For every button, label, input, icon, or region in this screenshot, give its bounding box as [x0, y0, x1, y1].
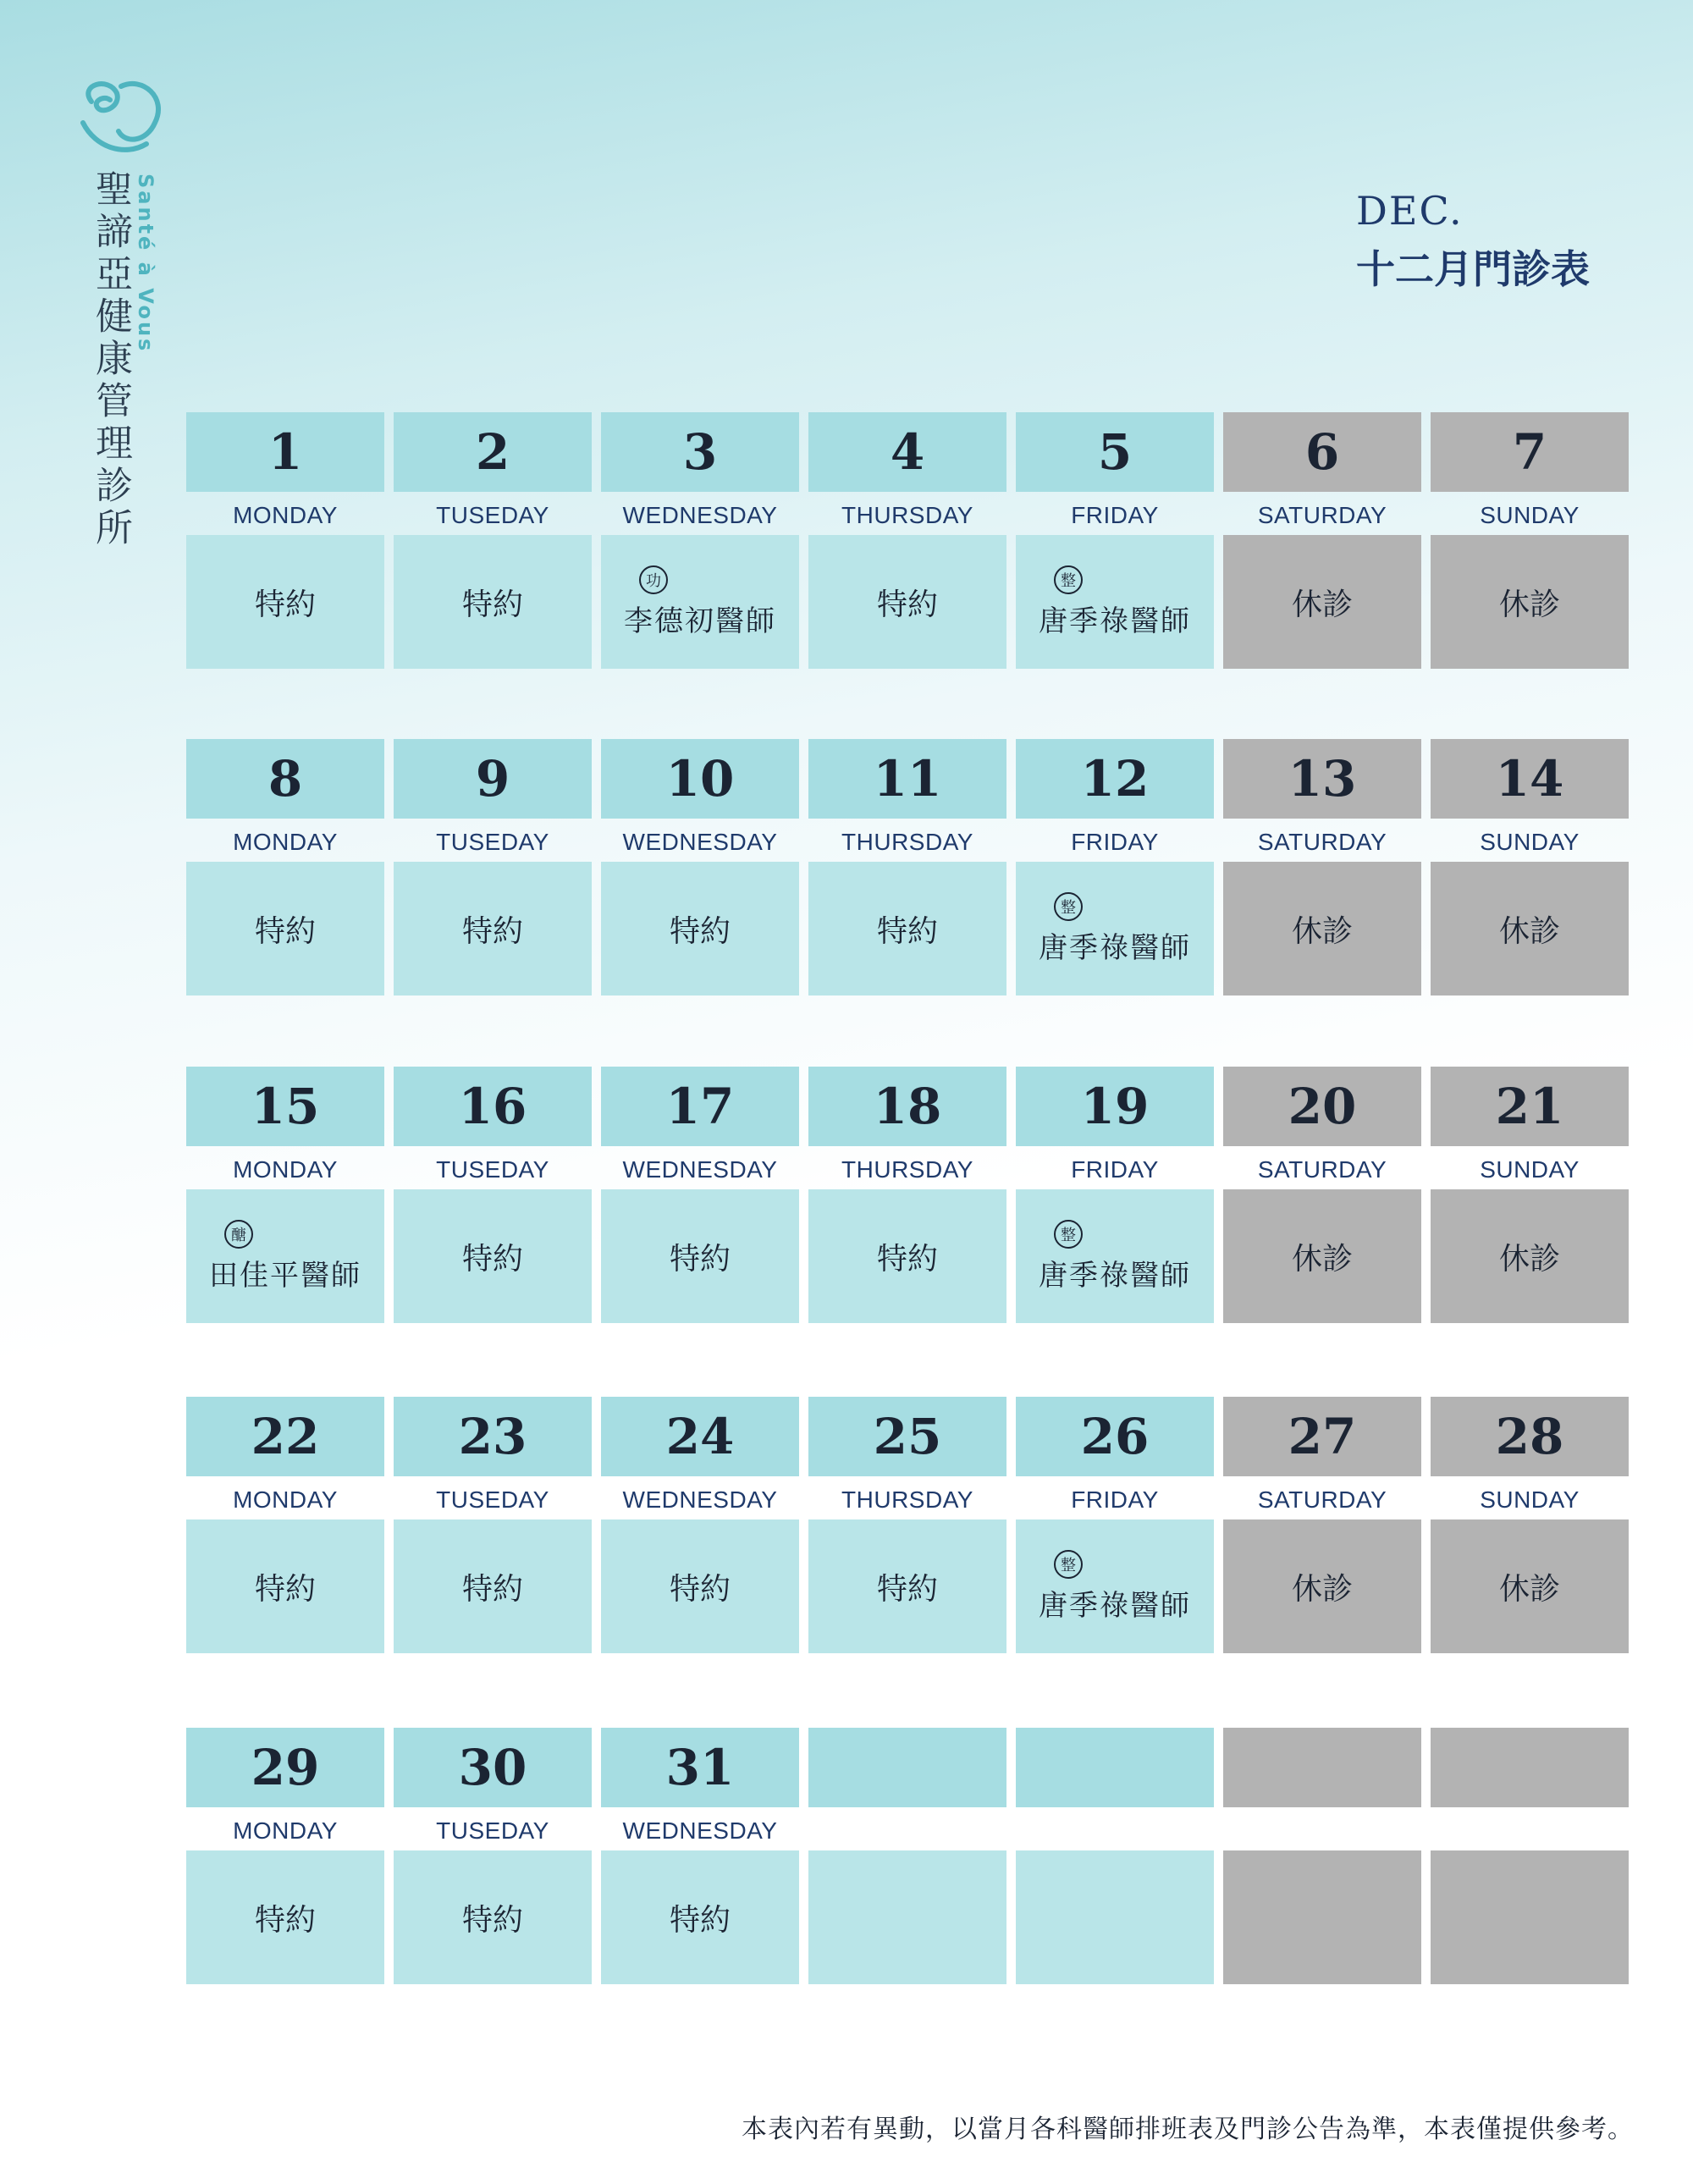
- day-cell-body: [186, 862, 384, 995]
- day-cell-date: 11: [808, 739, 1006, 819]
- specialty-badge: 整: [1054, 1220, 1083, 1249]
- doctor-name: 唐季祿醫師: [1039, 930, 1191, 965]
- day-name: [1016, 1816, 1214, 1846]
- day-cell-body: [1016, 1189, 1214, 1323]
- day-cell-body: [1016, 862, 1214, 995]
- clinic-status-label: 特約: [876, 913, 938, 949]
- day-cell-body: [1223, 535, 1421, 669]
- day-cell-date: 22: [186, 1397, 384, 1476]
- day-cell-body: [1431, 1519, 1629, 1653]
- clinic-status-label: 特約: [461, 587, 523, 622]
- closed-label: 休診: [1498, 587, 1560, 622]
- doctor-entry: [1039, 565, 1191, 639]
- doctor-entry: [1039, 1220, 1191, 1293]
- day-cell-date: 20: [1223, 1067, 1421, 1146]
- doctor-entry: [1039, 892, 1191, 966]
- day-cell-body: [1431, 535, 1629, 669]
- day-name: SATURDAY: [1257, 502, 1387, 528]
- day-cell-date: 15: [186, 1067, 384, 1146]
- day-cell-body: [1223, 1189, 1421, 1323]
- clinic-status-label: 特約: [669, 913, 731, 949]
- day-name: WEDNESDAY: [622, 1817, 778, 1844]
- day-cell-date: [1016, 1728, 1214, 1807]
- day-name: MONDAY: [233, 502, 338, 528]
- day-cell-body: [601, 535, 799, 669]
- day-name: THURSDAY: [841, 1156, 973, 1183]
- day-cell-date: 23: [394, 1397, 592, 1476]
- day-cell-date: 2: [394, 412, 592, 492]
- brand-name-cn: 聖諦亞健康管理診所: [89, 169, 132, 550]
- closed-label: 休診: [1291, 587, 1353, 622]
- day-name: [1431, 1816, 1629, 1846]
- day-cell-date: 7: [1431, 412, 1629, 492]
- day-cell-date: 25: [808, 1397, 1006, 1476]
- day-cell-date: 24: [601, 1397, 799, 1476]
- day-cell-date: 13: [1223, 739, 1421, 819]
- day-cell-body: [394, 1519, 592, 1653]
- brand-name-fr: Santé à Vous: [134, 174, 157, 354]
- clinic-status-label: 特約: [669, 1571, 731, 1607]
- day-cell-date: 12: [1016, 739, 1214, 819]
- closed-label: 休診: [1498, 913, 1560, 949]
- day-cell-body: [601, 862, 799, 995]
- day-name: TUSEDAY: [436, 1817, 549, 1844]
- clinic-status-label: 特約: [876, 587, 938, 622]
- day-cell-date: 26: [1016, 1397, 1214, 1476]
- day-cell-body: [1016, 1519, 1214, 1653]
- day-cell-date: 29: [186, 1728, 384, 1807]
- day-cell-body: [808, 1850, 1006, 1984]
- closed-label: 休診: [1498, 1241, 1560, 1277]
- day-cell-date: 28: [1431, 1397, 1629, 1476]
- clinic-status-label: 特約: [254, 587, 316, 622]
- doctor-entry: [209, 1220, 361, 1293]
- day-name: FRIDAY: [1071, 502, 1159, 528]
- clinic-status-label: 特約: [461, 1902, 523, 1938]
- day-cell-body: [601, 1850, 799, 1984]
- day-name: SATURDAY: [1257, 1156, 1387, 1183]
- day-cell-body: [1431, 1850, 1629, 1984]
- day-cell-date: 6: [1223, 412, 1421, 492]
- day-cell-date: 1: [186, 412, 384, 492]
- doctor-name: 李德初醫師: [624, 604, 776, 638]
- closed-label: 休診: [1291, 913, 1353, 949]
- doctor-entry: [624, 565, 776, 639]
- clinic-status-label: 特約: [254, 1571, 316, 1607]
- day-cell-body: [1223, 1850, 1421, 1984]
- day-name: SUNDAY: [1480, 829, 1580, 855]
- doctor-name: 唐季祿醫師: [1039, 1258, 1191, 1293]
- doctor-name: 唐季祿醫師: [1039, 604, 1191, 638]
- day-cell-date: 14: [1431, 739, 1629, 819]
- day-cell-date: [1223, 1728, 1421, 1807]
- day-cell-date: 27: [1223, 1397, 1421, 1476]
- closed-label: 休診: [1498, 1571, 1560, 1607]
- day-name: MONDAY: [233, 1486, 338, 1513]
- day-name: SUNDAY: [1480, 1156, 1580, 1183]
- day-cell-body: [808, 1189, 1006, 1323]
- day-cell-body: [601, 1519, 799, 1653]
- specialty-badge: 功: [639, 565, 668, 594]
- day-cell-body: [808, 1519, 1006, 1653]
- clinic-status-label: 特約: [254, 1902, 316, 1938]
- specialty-badge: 整: [1054, 892, 1083, 921]
- day-cell-date: [1431, 1728, 1629, 1807]
- day-name: SATURDAY: [1257, 829, 1387, 855]
- month-en: DEC.: [1356, 188, 1464, 234]
- clinic-status-label: 特約: [876, 1571, 938, 1607]
- day-cell-body: [186, 1189, 384, 1323]
- day-name: TUSEDAY: [436, 1486, 549, 1513]
- day-cell-body: [394, 535, 592, 669]
- day-cell-body: [1223, 862, 1421, 995]
- day-name: THURSDAY: [841, 1486, 973, 1513]
- clinic-status-label: 特約: [461, 913, 523, 949]
- day-cell-body: [1223, 1519, 1421, 1653]
- day-name: SUNDAY: [1480, 1486, 1580, 1513]
- doctor-name: 田佳平醫師: [209, 1258, 361, 1293]
- day-name: [1223, 1816, 1421, 1846]
- day-name: FRIDAY: [1071, 1486, 1159, 1513]
- day-cell-body: [186, 1850, 384, 1984]
- clinic-status-label: 特約: [669, 1902, 731, 1938]
- day-cell-date: 19: [1016, 1067, 1214, 1146]
- day-cell-body: [394, 862, 592, 995]
- day-cell-body: [601, 1189, 799, 1323]
- day-name: WEDNESDAY: [622, 1156, 778, 1183]
- day-cell-body: [186, 535, 384, 669]
- day-name: THURSDAY: [841, 829, 973, 855]
- day-name: TUSEDAY: [436, 502, 549, 528]
- day-cell-date: 10: [601, 739, 799, 819]
- clinic-status-label: 特約: [876, 1241, 938, 1277]
- clinic-status-label: 特約: [254, 913, 316, 949]
- day-name: WEDNESDAY: [622, 1486, 778, 1513]
- day-cell-date: 17: [601, 1067, 799, 1146]
- day-cell-body: [394, 1850, 592, 1984]
- day-name: SATURDAY: [1257, 1486, 1387, 1513]
- day-cell-date: 18: [808, 1067, 1006, 1146]
- closed-label: 休診: [1291, 1571, 1353, 1607]
- day-name: WEDNESDAY: [622, 829, 778, 855]
- specialty-badge: 醣: [224, 1220, 253, 1249]
- day-cell-body: [808, 535, 1006, 669]
- day-name: SUNDAY: [1480, 502, 1580, 528]
- day-cell-body: [186, 1519, 384, 1653]
- doctor-name: 唐季祿醫師: [1039, 1588, 1191, 1623]
- footnote: 本表內若有異動，以當月各科醫師排班表及門診公告為準，本表僅提供參考。: [742, 2115, 1634, 2144]
- day-cell-date: [808, 1728, 1006, 1807]
- day-cell-body: [1016, 1850, 1214, 1984]
- day-name: FRIDAY: [1071, 829, 1159, 855]
- day-cell-date: 4: [808, 412, 1006, 492]
- day-name: MONDAY: [233, 829, 338, 855]
- day-cell-date: 8: [186, 739, 384, 819]
- day-name: TUSEDAY: [436, 829, 549, 855]
- clinic-status-label: 特約: [461, 1571, 523, 1607]
- specialty-badge: 整: [1054, 565, 1083, 594]
- day-name: [808, 1816, 1006, 1846]
- day-cell-date: 5: [1016, 412, 1214, 492]
- doctor-entry: [1039, 1550, 1191, 1624]
- day-name: MONDAY: [233, 1817, 338, 1844]
- day-cell-body: [394, 1189, 592, 1323]
- day-cell-body: [1431, 1189, 1629, 1323]
- day-cell-date: 9: [394, 739, 592, 819]
- day-name: THURSDAY: [841, 502, 973, 528]
- day-name: MONDAY: [233, 1156, 338, 1183]
- day-cell-date: 21: [1431, 1067, 1629, 1146]
- day-cell-date: 30: [394, 1728, 592, 1807]
- clinic-status-label: 特約: [669, 1241, 731, 1277]
- clinic-status-label: 特約: [461, 1241, 523, 1277]
- day-cell-body: [1016, 535, 1214, 669]
- day-name: WEDNESDAY: [622, 502, 778, 528]
- day-cell-body: [808, 862, 1006, 995]
- day-cell-date: 3: [601, 412, 799, 492]
- day-cell-date: 16: [394, 1067, 592, 1146]
- specialty-badge: 整: [1054, 1550, 1083, 1579]
- day-name: TUSEDAY: [436, 1156, 549, 1183]
- day-cell-body: [1431, 862, 1629, 995]
- day-name: FRIDAY: [1071, 1156, 1159, 1183]
- closed-label: 休診: [1291, 1241, 1353, 1277]
- month-cn: 十二月門診表: [1356, 246, 1590, 292]
- day-cell-date: 31: [601, 1728, 799, 1807]
